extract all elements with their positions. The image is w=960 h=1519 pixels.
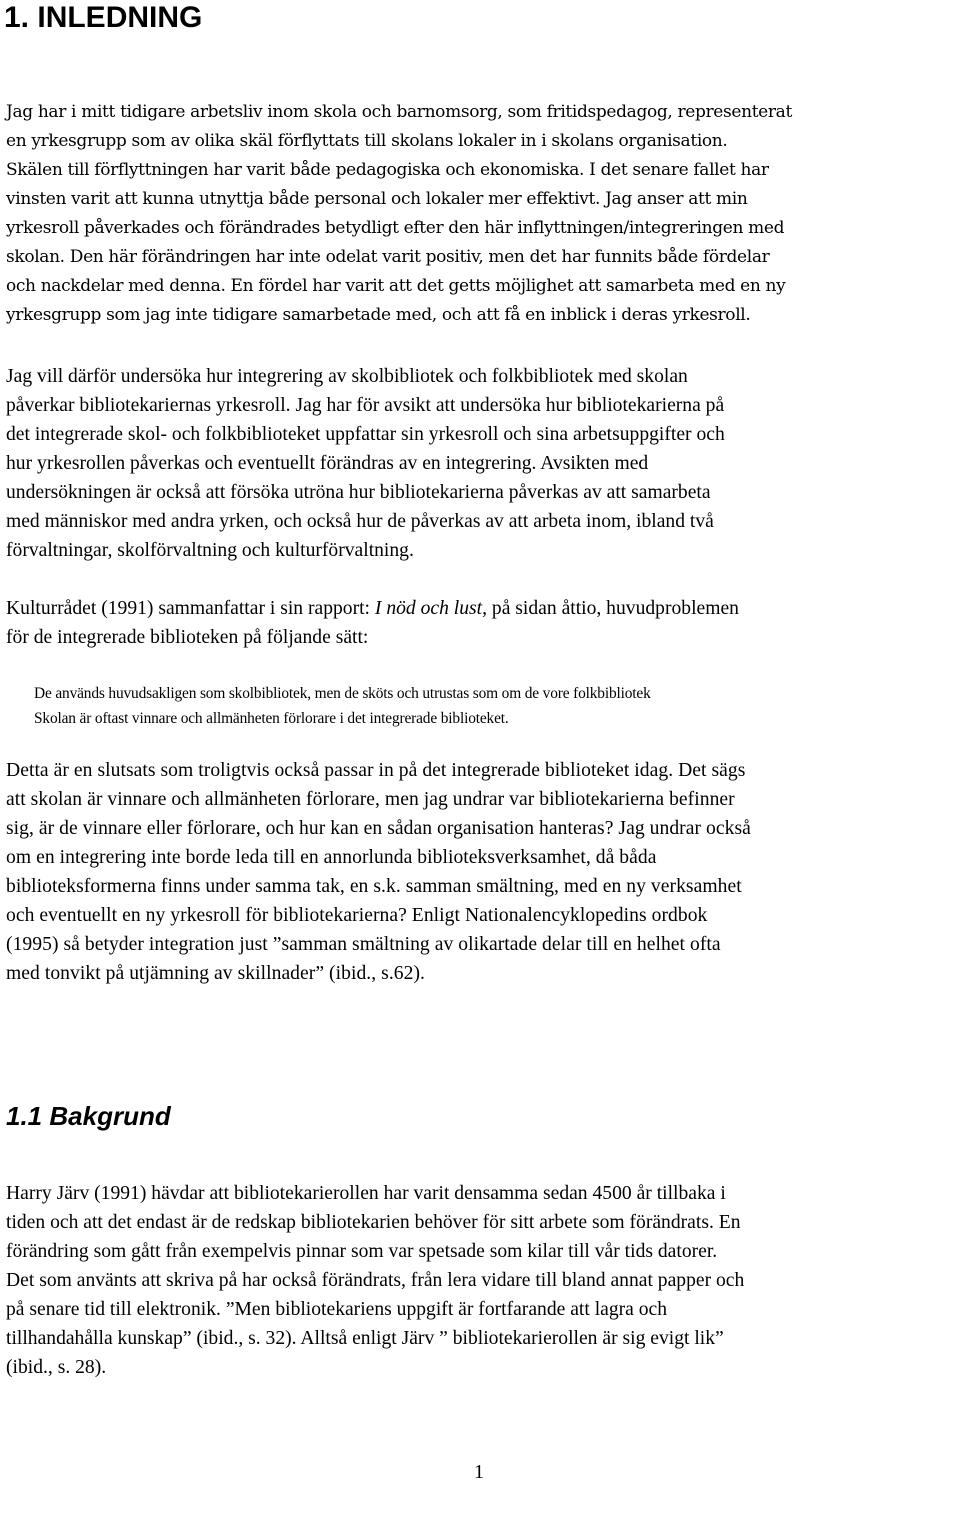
chapter-heading: 1. INLEDNING bbox=[4, 1, 203, 34]
paragraph-conclusion: Detta är en slutsats som troligtvis också passar in på det integrerade biblioteket idag. Det sägs att skolan är vinnare och allmänheten förlorare, men jag undrar var bibliotekarierna befinner sig, är de vinnare eller förlorare, och hur kan en sådan organisation hanteras? Jag undrar också om en integrering inte borde leda till en annorlunda biblioteksverksamhet, då båda biblioteksformerna finns under samma tak, en s.k. samman smältning, med en ny verksamhet och eventuellt en ny yrkesroll för bibliotekarierna? Enligt Nationalencyklopedins ordbok (1995) så betyder integration just ”samman smältning av olikartade delar till en helhet ofta med tonvikt på utjämning av skillnader” (ibid., s.62). bbox=[6, 760, 751, 984]
section-heading: 1.1 Bakgrund bbox=[6, 1101, 171, 1131]
paragraph-kulturradet bbox=[6, 594, 739, 652]
paragraph-purpose: Jag vill därför undersöka hur integrering av skolbibliotek och folkbibliotek med skolan påverkar bibliotekariernas yrkesroll. Jag har för avsikt att undersöka hur bibliotekarierna på det integrerade skol- och folkbiblioteket uppfattar sin yrkesroll och sina arbetsuppgifter och hur yrkesrollen påverkas och eventuellt förändras av en integrering. Avsikten med undersökningen är också att försöka utröna hur bibliotekarierna påverkas av att samarbeta med människor med andra yrken, och också hur de påverkas av att arbeta inom, ibland två förvaltningar, skolförvaltning och kulturförvaltning. bbox=[6, 366, 725, 561]
paragraph-intro: Jag har i mitt tidigare arbetsliv inom skola och barnomsorg, som fritidspedagog, representerat en yrkesgrupp som av olika skäl förflyttats till skolans lokaler in i skolans organisation. Skälen till förflyttningen har varit både pedagogiska och ekonomiska. I det senare fallet har vinsten varit att kunna utnyttja både personal och lokaler mer effektivt. Jag anser att min yrkesroll påverkades och förändrades betydligt efter den här inflyttningen/integreringen med skolan. Den här förändringen har inte odelat varit positiv, men det har funnits både fördelar och nackdelar med denna. En fördel har varit att det getts möjlighet att samarbeta med en ny yrkesgrupp som jag inte tidigare samarbetade med, och att få en inblick i deras yrkesroll. bbox=[6, 102, 792, 325]
block-quote: De används huvudsakligen som skolbibliotek, men de sköts och utrustas som om de vore folkbibliotek Skolan är oftast vinnare och allmänheten förlorare i det integrerade biblioteket. bbox=[34, 685, 651, 727]
paragraph-kulturradet-text-2: på sidan åttio, huvudproblemen för de integrerade biblioteken på följande sätt: bbox=[6, 598, 739, 648]
paragraph-kulturradet-text-1: Kulturrådet (1991) sammanfattar i sin rapport: bbox=[6, 598, 375, 619]
report-title: I nöd och lust, bbox=[374, 598, 488, 619]
page-number: 1 bbox=[474, 1461, 484, 1483]
paragraph-background: Harry Järv (1991) hävdar att bibliotekarierollen har varit densamma sedan 4500 år tillbaka i tiden och att det endast är de redskap bibliotekarien behöver för sitt arbete som förändrats. En förändring som gått från exempelvis pinnar som var spetsade som kilar till vår tids datorer. Det som använts att skriva på har också förändrats, från lera vidare till bland annat papper och på senare tid till elektronik. ”Men bibliotekariens uppgift är fortfarande att lagra och tillhandahålla kunskap” (ibid., s. 32). Alltså enligt Järv ” bibliotekarierollen är sig evigt lik” (ibid., s. 28). bbox=[6, 1183, 745, 1378]
